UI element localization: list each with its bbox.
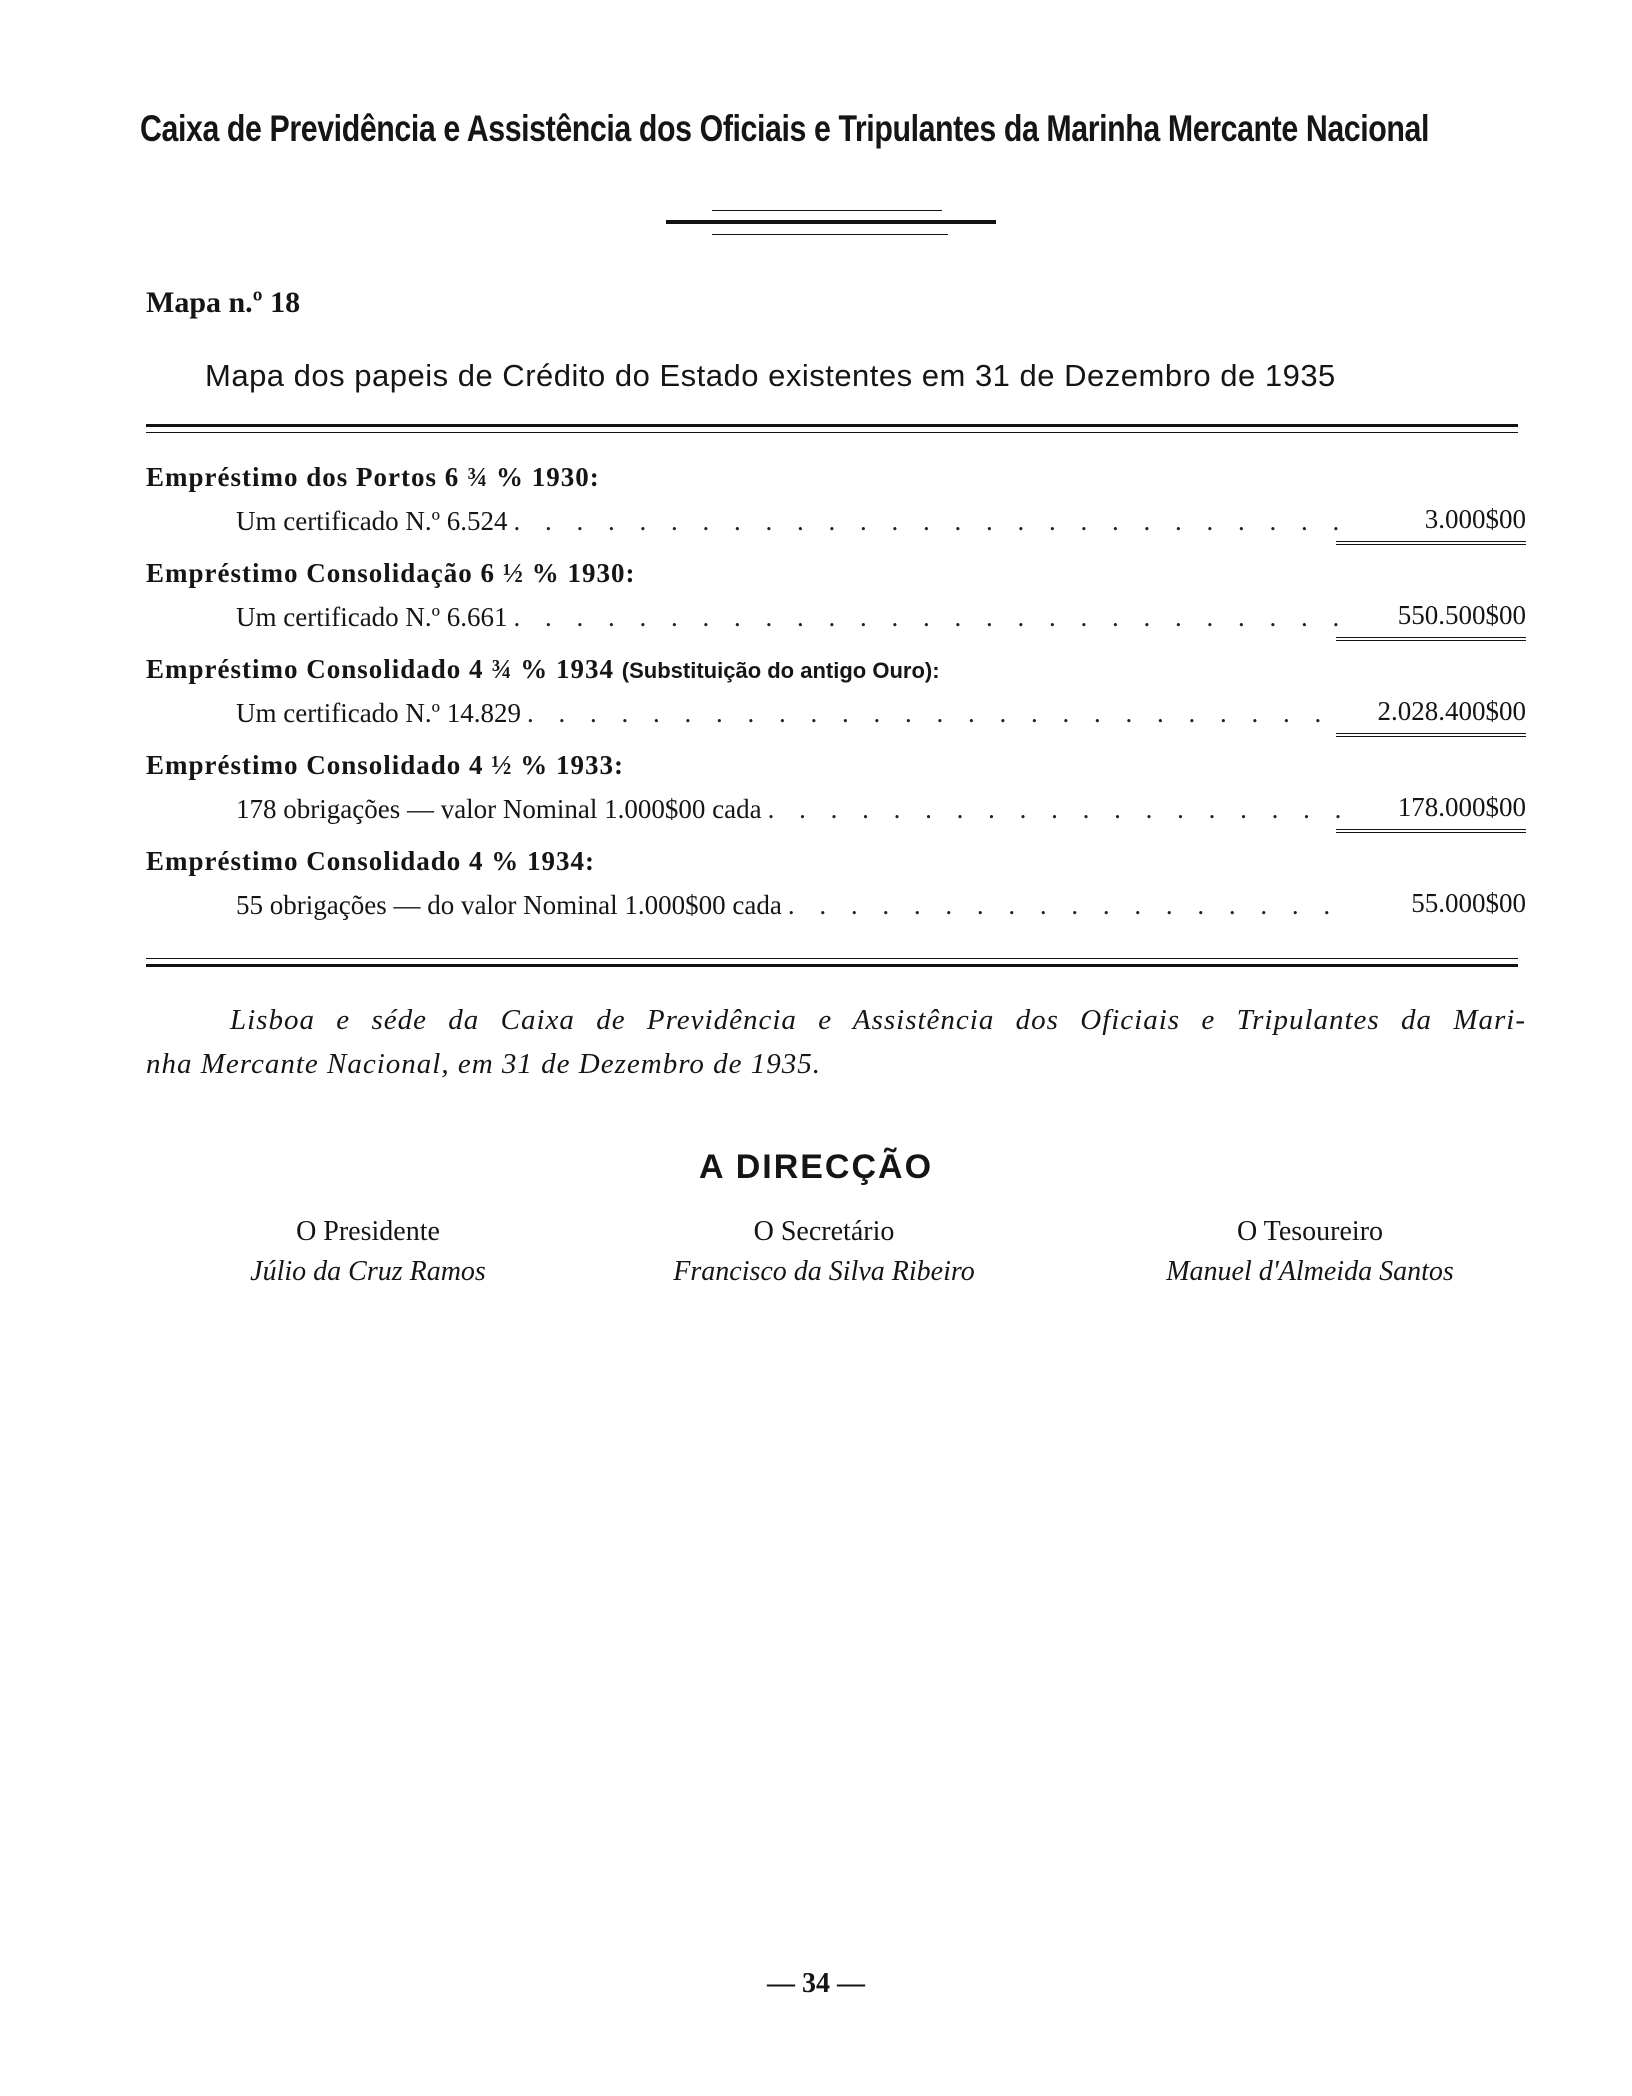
loan-amount: 3.000$00 [1336,504,1526,545]
loan-amount: 550.500$00 [1336,600,1526,641]
loan-entry [146,462,1526,558]
loan-title: Empréstimo Consolidado 4 ¾ % 1934 (Substituição do antigo Ouro): [146,654,940,684]
signature-role: O Tesoureiro [1236,1216,1384,1247]
table-bottom-rule-thin [146,958,1518,959]
loan-amount: 178.000$00 [1336,792,1526,833]
loan-entry [146,558,1526,654]
table-top-rule-thin [146,432,1518,433]
loan-amount: 55.000$00 [1411,888,1526,918]
signature-role: O Presidente [296,1216,440,1247]
header-rule-thick [666,220,996,224]
signature-treasurer [1110,1216,1510,1288]
closing-line-2: nha Mercante Nacional, em 31 de Dezembro de 1935. [146,1048,822,1080]
signature-president [168,1216,568,1288]
signature-name: Júlio da Cruz Ramos [250,1256,486,1287]
loan-title: Empréstimo Consolidado 4 % 1934: [146,846,596,876]
closing-statement [146,998,1526,1086]
table-bottom-rule-thick [146,964,1518,967]
loan-entry [146,846,1526,942]
loan-title: Empréstimo dos Portos 6 ¾ % 1930: [146,462,600,492]
header-rule-thin-top [712,210,942,211]
header-rule-thin-bottom [712,234,948,235]
loan-title: Empréstimo Consolidado 4 ½ % 1933: [146,750,625,780]
loan-entry [146,750,1526,846]
direccao-heading: A DIRECÇÃO [698,1148,934,1186]
signature-name: Manuel d'Almeida Santos [1166,1256,1454,1287]
institution-header: Caixa de Previdência e Assistência dos Oficiais e Tripulantes da Marinha Mercante Nacional [140,108,1430,149]
loan-description: Um certificado N.º 6.524 . . . [236,506,1346,537]
loan-description: 55 obrigações — do valor Nominal 1.000$00 cada . . . [236,890,1346,921]
loan-entry [146,654,1526,750]
mapa-number: Mapa n.º 18 [146,286,301,319]
table-top-rule-thick [146,424,1518,427]
loans-list [146,462,1526,942]
signature-name: Francisco da Silva Ribeiro [673,1256,975,1287]
loan-description: Um certificado N.º 14.829 . . . [236,698,1346,729]
signature-role: O Secretário [753,1216,895,1247]
loan-title: Empréstimo Consolidação 6 ½ % 1930: [146,558,636,588]
signature-secretary [624,1216,1024,1288]
loan-amount: 2.028.400$00 [1336,696,1526,737]
mapa-title: Mapa dos papeis de Crédito do Estado existentes em 31 de Dezembro de 1935 [205,358,1336,393]
closing-line-1: Lisboa e séde da Caixa de Previdência e Assistência dos Oficiais e Tripulantes da Mari- [230,1004,1526,1036]
loan-description: Um certificado N.º 6.661 . . . [236,602,1346,633]
loan-description: 178 obrigações — valor Nominal 1.000$00 cada . . . [236,794,1346,825]
page-number: — 34 — [767,1968,865,1999]
